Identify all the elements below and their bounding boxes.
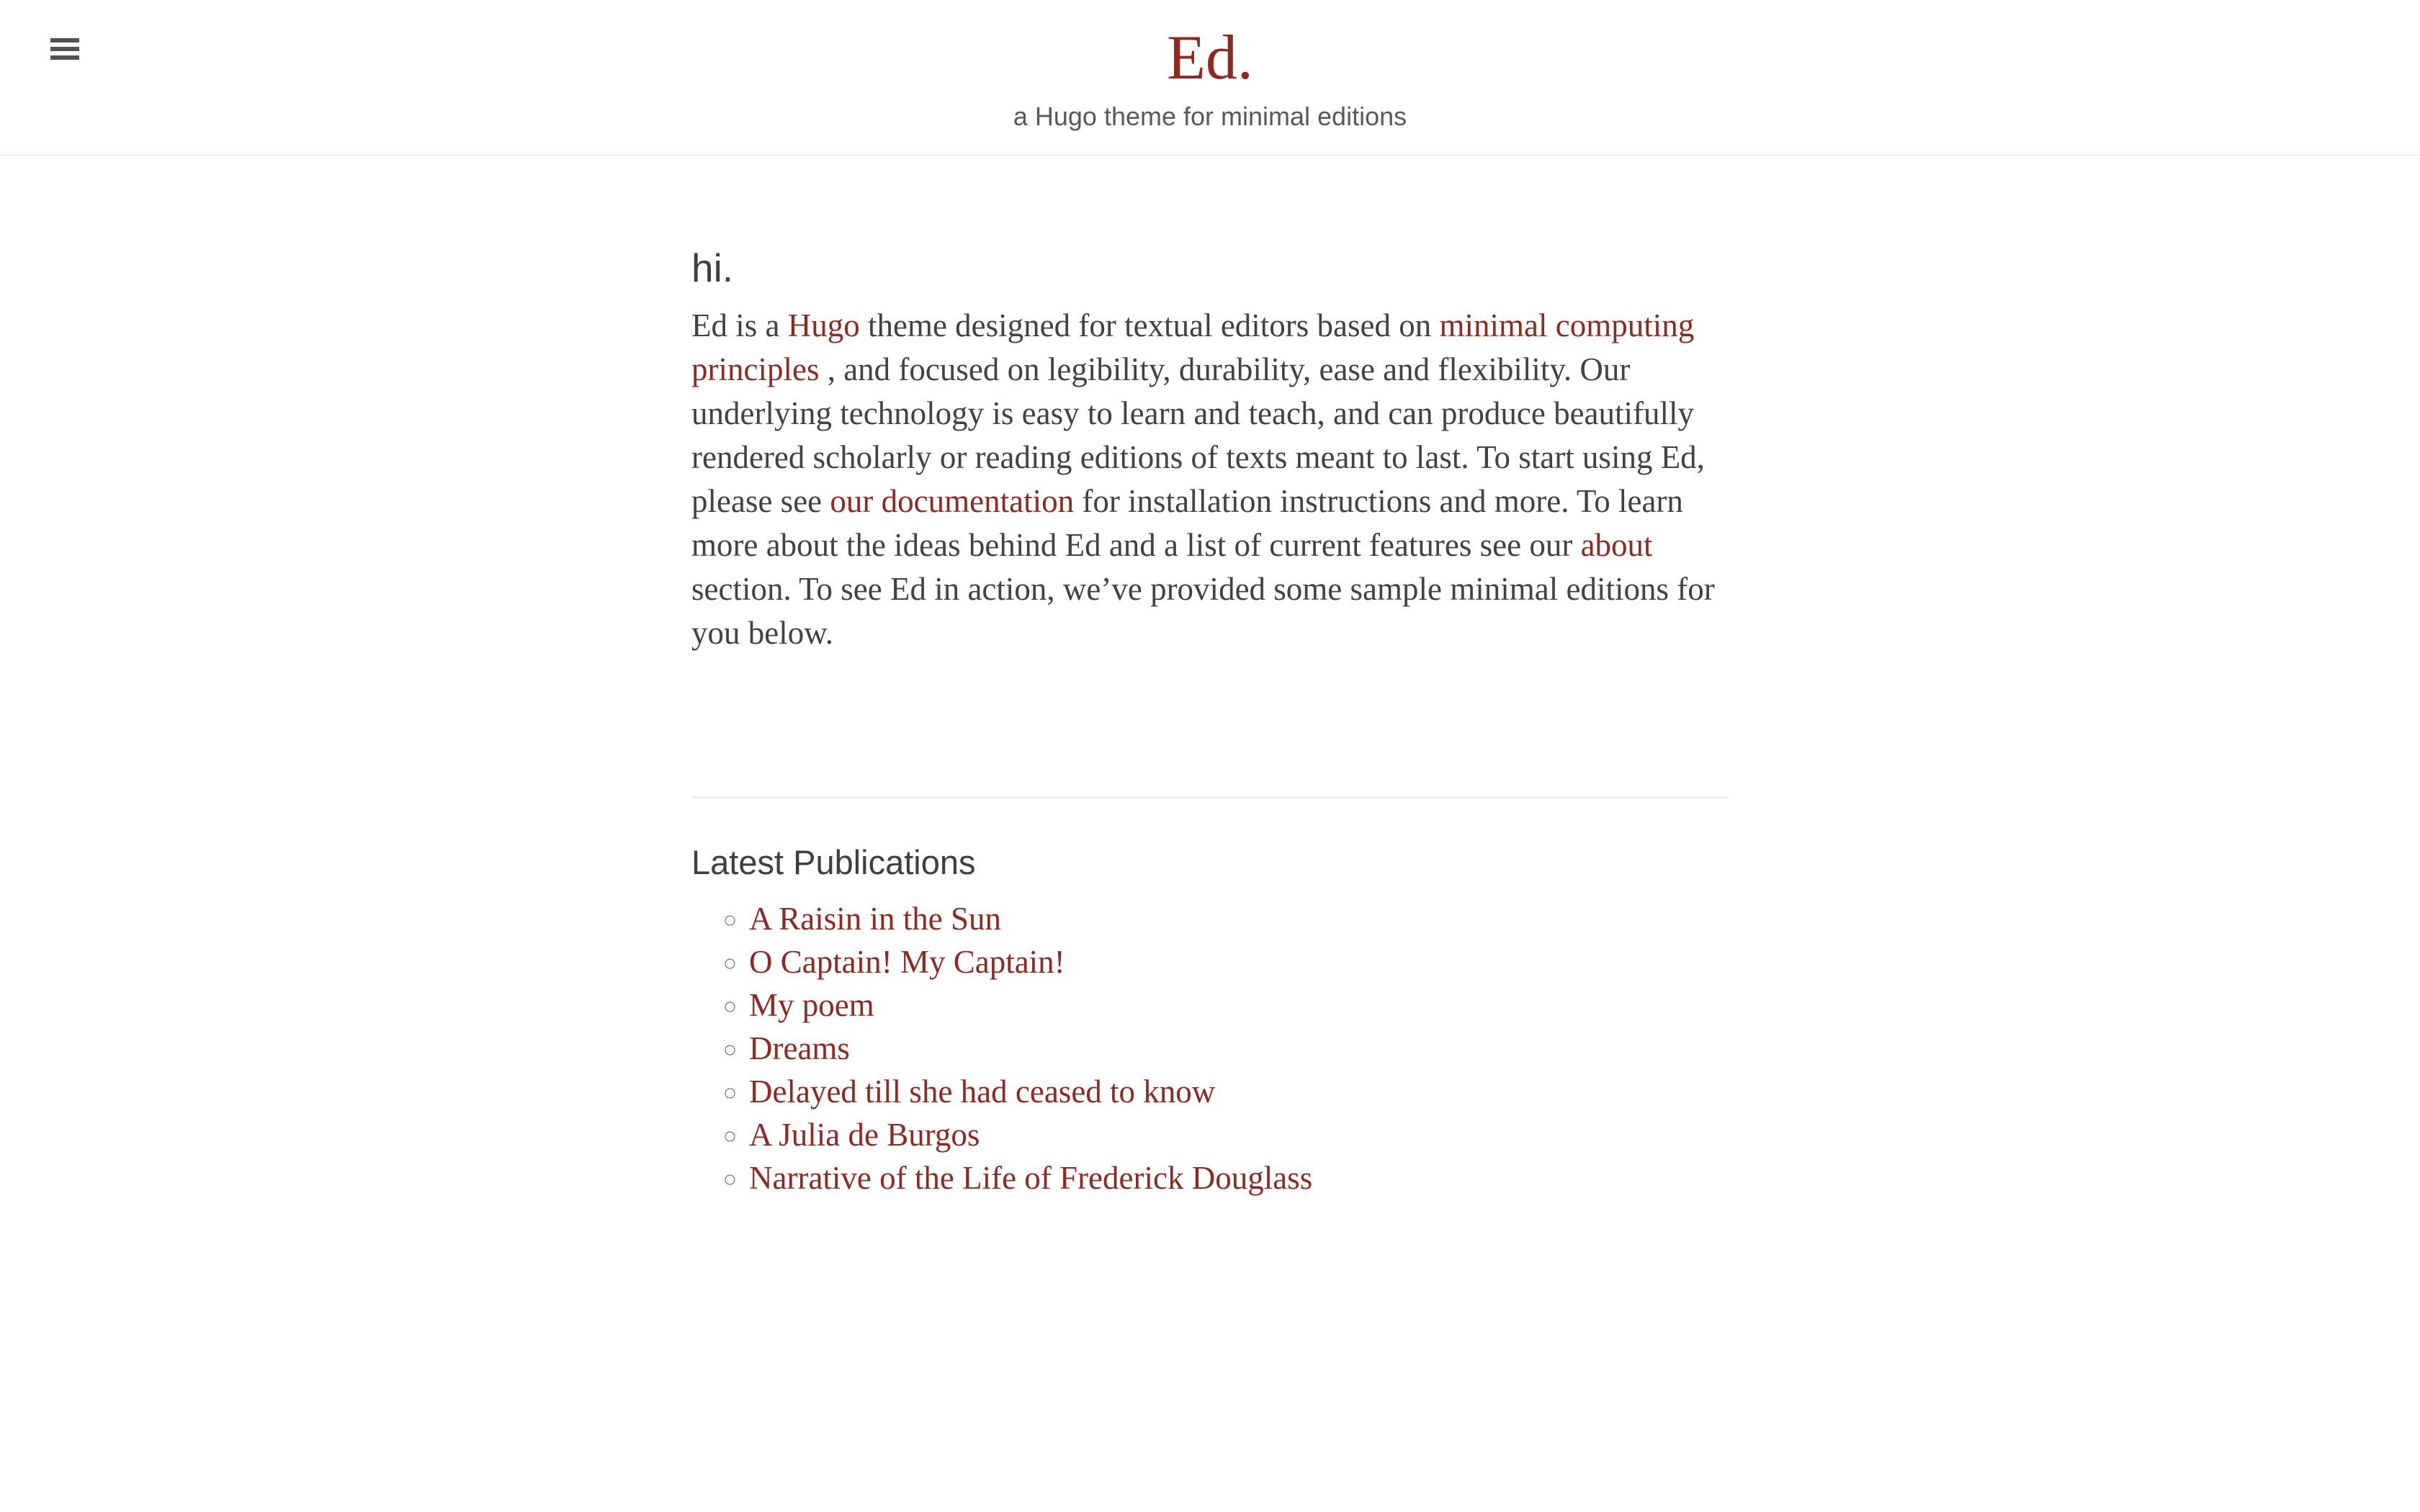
text-run: , and focused on legibility, durability, ease and flexibility. Our <box>819 351 1631 387</box>
text-run: Ed is a <box>691 307 788 343</box>
text-link[interactable]: our documentation <box>830 483 1075 519</box>
text-run: you below. <box>691 615 834 651</box>
site-subtitle: a Hugo theme for minimal editions <box>1013 102 1407 131</box>
text-run: rendered scholarly or reading editions of texts meant to last. To start using Ed, <box>691 439 1705 475</box>
intro-line <box>691 523 1729 567</box>
text-link[interactable]: Hugo <box>787 307 860 343</box>
divider <box>691 796 1729 798</box>
intro-line <box>691 436 1729 480</box>
publication-link[interactable]: A Raisin in the Sun <box>749 901 1002 937</box>
text-run: please see <box>691 483 830 519</box>
page-title: hi. <box>691 246 734 290</box>
latest-publications-heading: Latest Publications <box>691 843 976 881</box>
text-run: underlying technology is easy to learn and teach, and can produce beautifully <box>691 395 1695 431</box>
text-run: for installation instructions and more. To learn <box>1074 483 1683 519</box>
publication-link[interactable]: Delayed till she had ceased to know <box>749 1074 1216 1110</box>
publication-link[interactable]: My poem <box>749 987 874 1023</box>
text-link[interactable]: about <box>1580 527 1653 563</box>
publication-item <box>749 1156 1729 1200</box>
publications-list <box>691 897 1729 1200</box>
intro-line <box>691 567 1729 611</box>
text-link[interactable]: principles <box>691 351 820 387</box>
intro-paragraph <box>691 304 1729 655</box>
site-title-link[interactable]: Ed. <box>1167 23 1253 93</box>
publication-item <box>749 984 1729 1027</box>
intro-line <box>691 611 1729 655</box>
publication-link[interactable]: A Julia de Burgos <box>749 1117 980 1153</box>
text-link[interactable]: minimal computing <box>1439 307 1695 343</box>
intro-line <box>691 392 1729 436</box>
publication-item <box>749 1070 1729 1113</box>
intro-line <box>691 480 1729 523</box>
publication-link[interactable]: Dreams <box>749 1030 850 1066</box>
publication-item <box>749 1113 1729 1156</box>
publication-item <box>749 940 1729 984</box>
text-run: theme designed for textual editors based on <box>859 307 1440 343</box>
menu-toggle-button[interactable] <box>50 38 79 60</box>
intro-line <box>691 304 1729 348</box>
publication-link[interactable]: Narrative of the Life of Frederick Douglass <box>749 1160 1313 1196</box>
publication-link[interactable]: O Captain! My Captain! <box>749 944 1065 980</box>
site-header <box>0 0 2420 156</box>
publication-item <box>749 1027 1729 1070</box>
text-run: more about the ideas behind Ed and a list of current features see our <box>691 527 1581 563</box>
publication-item <box>749 897 1729 940</box>
masthead <box>0 0 2420 132</box>
main-content <box>691 156 1729 1200</box>
intro-line <box>691 348 1729 392</box>
hamburger-icon <box>50 38 79 60</box>
text-run: section. To see Ed in action, we’ve provided some sample minimal editions for <box>691 571 1715 607</box>
